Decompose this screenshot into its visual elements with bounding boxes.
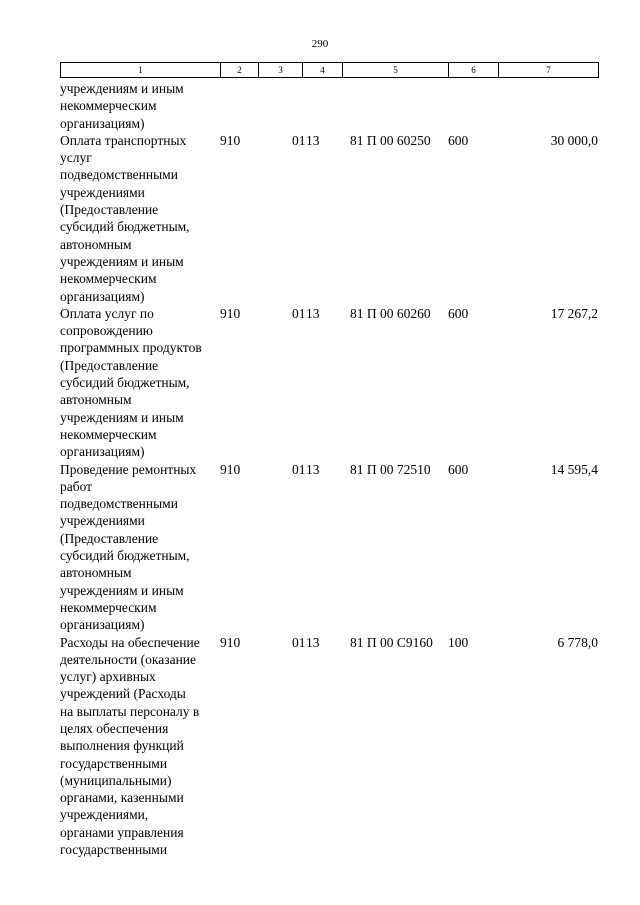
expense-type-code: 100 [448, 634, 469, 650]
expense-type-code [448, 80, 498, 132]
subsection-code: 13 [306, 461, 320, 477]
description-line: выполнения функций [60, 738, 184, 754]
target-article-code: 81 П 00 72510 [350, 461, 431, 477]
ministry-code: 910 [220, 305, 241, 321]
description-line: органами, казенными [60, 790, 184, 806]
ministry-code: 910 [220, 634, 241, 650]
description-line: Оплата транспортных [60, 132, 187, 148]
target-article-code [342, 80, 448, 132]
page-number: 290 [311, 38, 329, 50]
description-line: Проведение ремонтных [60, 461, 197, 477]
description-line: органами управления [60, 824, 184, 840]
row-description [60, 305, 220, 461]
table-row [60, 80, 598, 132]
description-line: государственными [60, 842, 168, 858]
subsection-code: 13 [306, 634, 320, 650]
description-line: некоммерческим [60, 599, 157, 615]
expense-type-code: 600 [448, 461, 469, 477]
description-line: некоммерческим [60, 271, 157, 287]
header-col-6: 6 [449, 63, 499, 78]
description-line: учреждениями, [60, 807, 149, 823]
amount: 6 778,0 [557, 634, 598, 650]
description-line: некоммерческим [60, 426, 157, 442]
description-line: некоммерческим [60, 98, 157, 114]
table-body [60, 80, 598, 858]
description-line: работ [60, 478, 93, 494]
row-description [60, 132, 220, 305]
description-line: сопровождению [60, 323, 153, 339]
description-line: учреждений (Расходы [60, 686, 186, 702]
table-row [60, 634, 598, 859]
ministry-code [220, 80, 258, 132]
table-row [60, 132, 598, 305]
section-code: 01 [292, 634, 306, 650]
description-line: (Предоставление [60, 202, 159, 218]
description-line: программных продуктов [60, 340, 202, 356]
description-line: учреждениям и иным [60, 253, 184, 269]
subsection-code [302, 80, 342, 132]
row-description [60, 80, 220, 132]
description-line: организациям) [60, 115, 145, 131]
header-col-7: 7 [499, 63, 599, 78]
section-code: 01 [292, 461, 306, 477]
description-line: автономным [60, 565, 132, 581]
header-col-4: 4 [303, 63, 343, 78]
description-line: учреждениями [60, 184, 145, 200]
description-line: целях обеспечения [60, 720, 169, 736]
target-article-code: 81 П 00 60250 [350, 132, 431, 148]
description-line: услуг [60, 150, 92, 166]
header-col-2: 2 [221, 63, 259, 78]
subsection-code: 13 [306, 132, 320, 148]
description-line: субсидий бюджетным, [60, 219, 190, 235]
row-description [60, 461, 220, 634]
description-line: услуг) архивных [60, 669, 156, 685]
description-line: организациям) [60, 444, 145, 460]
section-code: 01 [292, 305, 306, 321]
description-line: учреждениям и иным [60, 409, 184, 425]
amount: 14 595,4 [550, 461, 598, 477]
description-line: организациям) [60, 617, 145, 633]
header-col-3: 3 [259, 63, 303, 78]
description-line: субсидий бюджетным, [60, 548, 190, 564]
description-line: на выплаты персоналу в [60, 703, 200, 719]
header-col-1: 1 [61, 63, 221, 78]
section-code [258, 80, 302, 132]
table-header [60, 62, 599, 78]
target-article-code: 81 П 00 С9160 [350, 634, 433, 650]
description-line: субсидий бюджетным, [60, 375, 190, 391]
amount [498, 80, 598, 132]
description-line: (Предоставление [60, 357, 159, 373]
description-line: учреждениями [60, 513, 145, 529]
description-line: Оплата услуг по [60, 305, 154, 321]
description-line: автономным [60, 236, 132, 252]
description-line: подведомственными [60, 496, 178, 512]
table-row [60, 305, 598, 461]
ministry-code: 910 [220, 132, 241, 148]
description-line: подведомственными [60, 167, 178, 183]
description-line: (муниципальными) [60, 772, 172, 788]
description-line: учреждениям и иным [60, 582, 184, 598]
subsection-code: 13 [306, 305, 320, 321]
description-line: автономным [60, 392, 132, 408]
description-line: Расходы на обеспечение [60, 634, 200, 650]
description-line: организациям) [60, 288, 145, 304]
amount: 17 267,2 [550, 305, 598, 321]
section-code: 01 [292, 132, 306, 148]
ministry-code: 910 [220, 461, 241, 477]
description-line: деятельности (оказание [60, 651, 197, 667]
amount: 30 000,0 [550, 132, 598, 148]
table-row [60, 461, 598, 634]
expense-type-code: 600 [448, 132, 469, 148]
description-line: государственными [60, 755, 168, 771]
expense-type-code: 600 [448, 305, 469, 321]
header-col-5: 5 [343, 63, 449, 78]
target-article-code: 81 П 00 60260 [350, 305, 431, 321]
description-line: (Предоставление [60, 530, 159, 546]
row-description [60, 634, 220, 859]
description-line: учреждениям и иным [60, 81, 184, 96]
